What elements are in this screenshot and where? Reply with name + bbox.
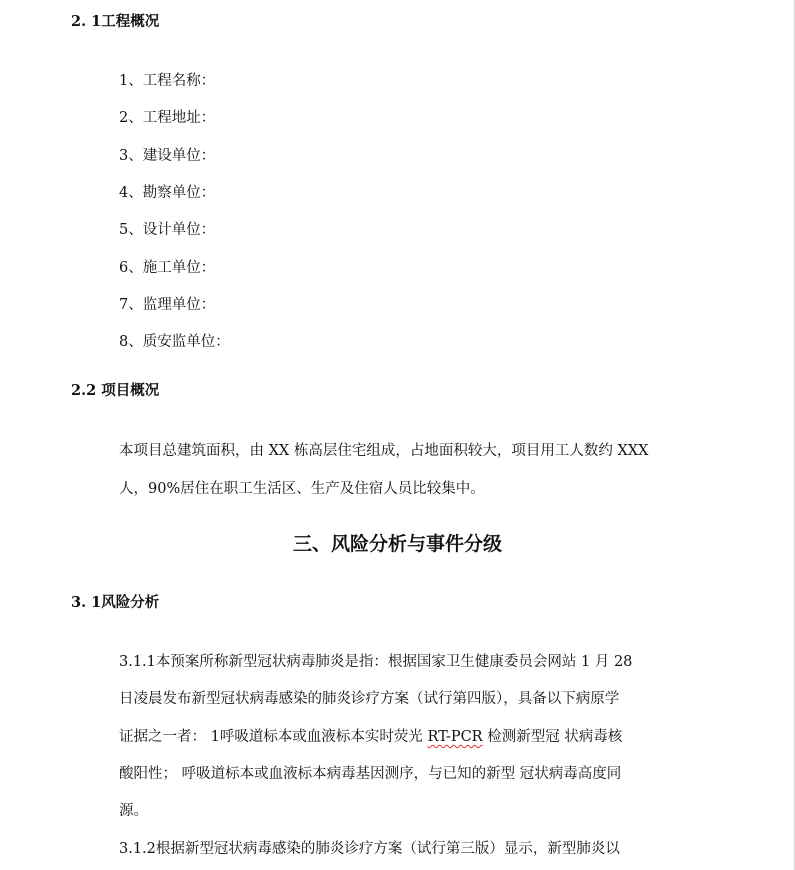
project-overview-line-2: 人，90%居住在职工生活区、生产及住宿人员比较集中。 xyxy=(119,481,485,497)
section-2-1-heading: 2. 1工程概况 xyxy=(71,13,160,30)
list-item-design-unit: 5、设计单位： xyxy=(119,222,216,238)
chapter-3-heading: 三、风险分析与事件分级 xyxy=(292,533,502,555)
risk-para-1-line-5: 源。 xyxy=(119,803,148,819)
risk-para-1-line-3-text-b: 检测新型冠 状病毒核 xyxy=(482,729,623,745)
list-item-safety-quality-unit: 8、质安监单位： xyxy=(119,334,230,350)
section-2-2-heading: 2.2 项目概况 xyxy=(71,382,160,399)
list-item-construction-unit: 3、建设单位： xyxy=(119,148,216,164)
risk-para-2-line-1: 3.1.2根据新型冠状病毒感染的肺炎诊疗方案（试行第三版）显示，新型肺炎以 xyxy=(119,841,620,857)
risk-para-1-line-3-text-a: 证据之一者： 1呼吸道标本或血液标本实时荧光 xyxy=(119,729,428,745)
list-item-builder-unit: 6、施工单位： xyxy=(119,260,216,276)
list-item-project-name: 1、工程名称： xyxy=(119,73,216,89)
rt-pcr-term: RT-PCR xyxy=(427,729,483,745)
project-overview-line-1: 本项目总建筑面积，由 XX 栋高层住宅组成，占地面积较大，项目用工人数约 XXX xyxy=(119,443,649,459)
risk-para-1-line-1: 3.1.1本预案所称新型冠状病毒肺炎是指：根据国家卫生健康委员会网站 1 月 28 xyxy=(119,654,633,670)
list-item-project-address: 2、工程地址： xyxy=(119,110,216,126)
list-item-supervision-unit: 7、监理单位： xyxy=(119,297,216,313)
risk-para-1-line-3 xyxy=(119,726,622,748)
risk-para-1-line-4: 酸阳性； 呼吸道标本或血液标本病毒基因测序，与已知的新型 冠状病毒高度同 xyxy=(119,766,622,782)
section-3-1-heading: 3. 1风险分析 xyxy=(71,594,160,611)
list-item-survey-unit: 4、勘察单位： xyxy=(119,185,216,201)
risk-para-1-line-2: 日凌晨发布新型冠状病毒感染的肺炎诊疗方案（试行第四版），具备以下病原学 xyxy=(119,691,620,707)
